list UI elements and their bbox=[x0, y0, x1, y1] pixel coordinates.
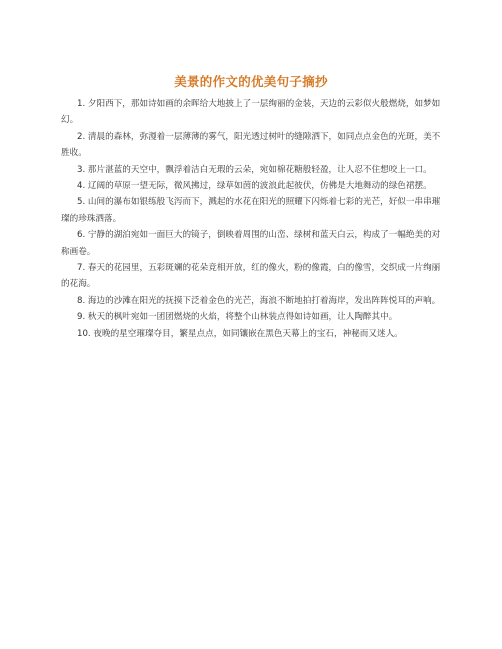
list-item: 7. 春天的花园里，五彩斑斓的花朵竞相开放，红的像火，粉的像霞，白的像雪，交织成一片绚丽的花海。 bbox=[61, 263, 441, 290]
list-item: 10. 夜晚的星空璀璨夺目，繁星点点，如同镶嵌在黑色天幕上的宝石，神秘而又迷人。 bbox=[77, 328, 403, 339]
document-title: 美景的作文的优美句子摘抄 bbox=[174, 74, 328, 89]
list-item: 4. 辽阔的草原一望无际，微风拂过，绿草如茵的波浪此起彼伏，仿佛是大地舞动的绿色裙摆。 bbox=[77, 181, 432, 192]
list-item: 1. 夕阳西下，那如诗如画的余晖给大地披上了一层绚丽的金装，天边的云彩似火般燃烧，如梦如幻。 bbox=[61, 99, 441, 126]
list-item: 5. 山间的瀑布如银练般飞泻而下，溅起的水花在阳光的照耀下闪烁着七彩的光芒，好似一串串璀璨的珍珠洒落。 bbox=[61, 197, 441, 224]
sentence-list bbox=[61, 96, 442, 342]
list-item: 9. 秋天的枫叶宛如一团团燃烧的火焰，将整个山林装点得如诗如画，让人陶醉其中。 bbox=[77, 312, 398, 323]
list-item: 6. 宁静的湖泊宛如一面巨大的镜子，倒映着周围的山峦、绿树和蓝天白云，构成了一幅绝美的对称画卷。 bbox=[61, 230, 441, 257]
list-item: 3. 那片湛蓝的天空中，飘浮着洁白无瑕的云朵，宛如棉花糖般轻盈，让人忍不住想咬上一口。 bbox=[77, 164, 432, 175]
list-item: 8. 海边的沙滩在阳光的抚摸下泛着金色的光芒，海浪不断地拍打着海岸，发出阵阵悦耳的声响。 bbox=[77, 295, 441, 306]
list-item: 2. 清晨的森林，弥漫着一层薄薄的雾气，阳光透过树叶的缝隙洒下，如同点点金色的光斑，美不胜收。 bbox=[61, 131, 441, 159]
